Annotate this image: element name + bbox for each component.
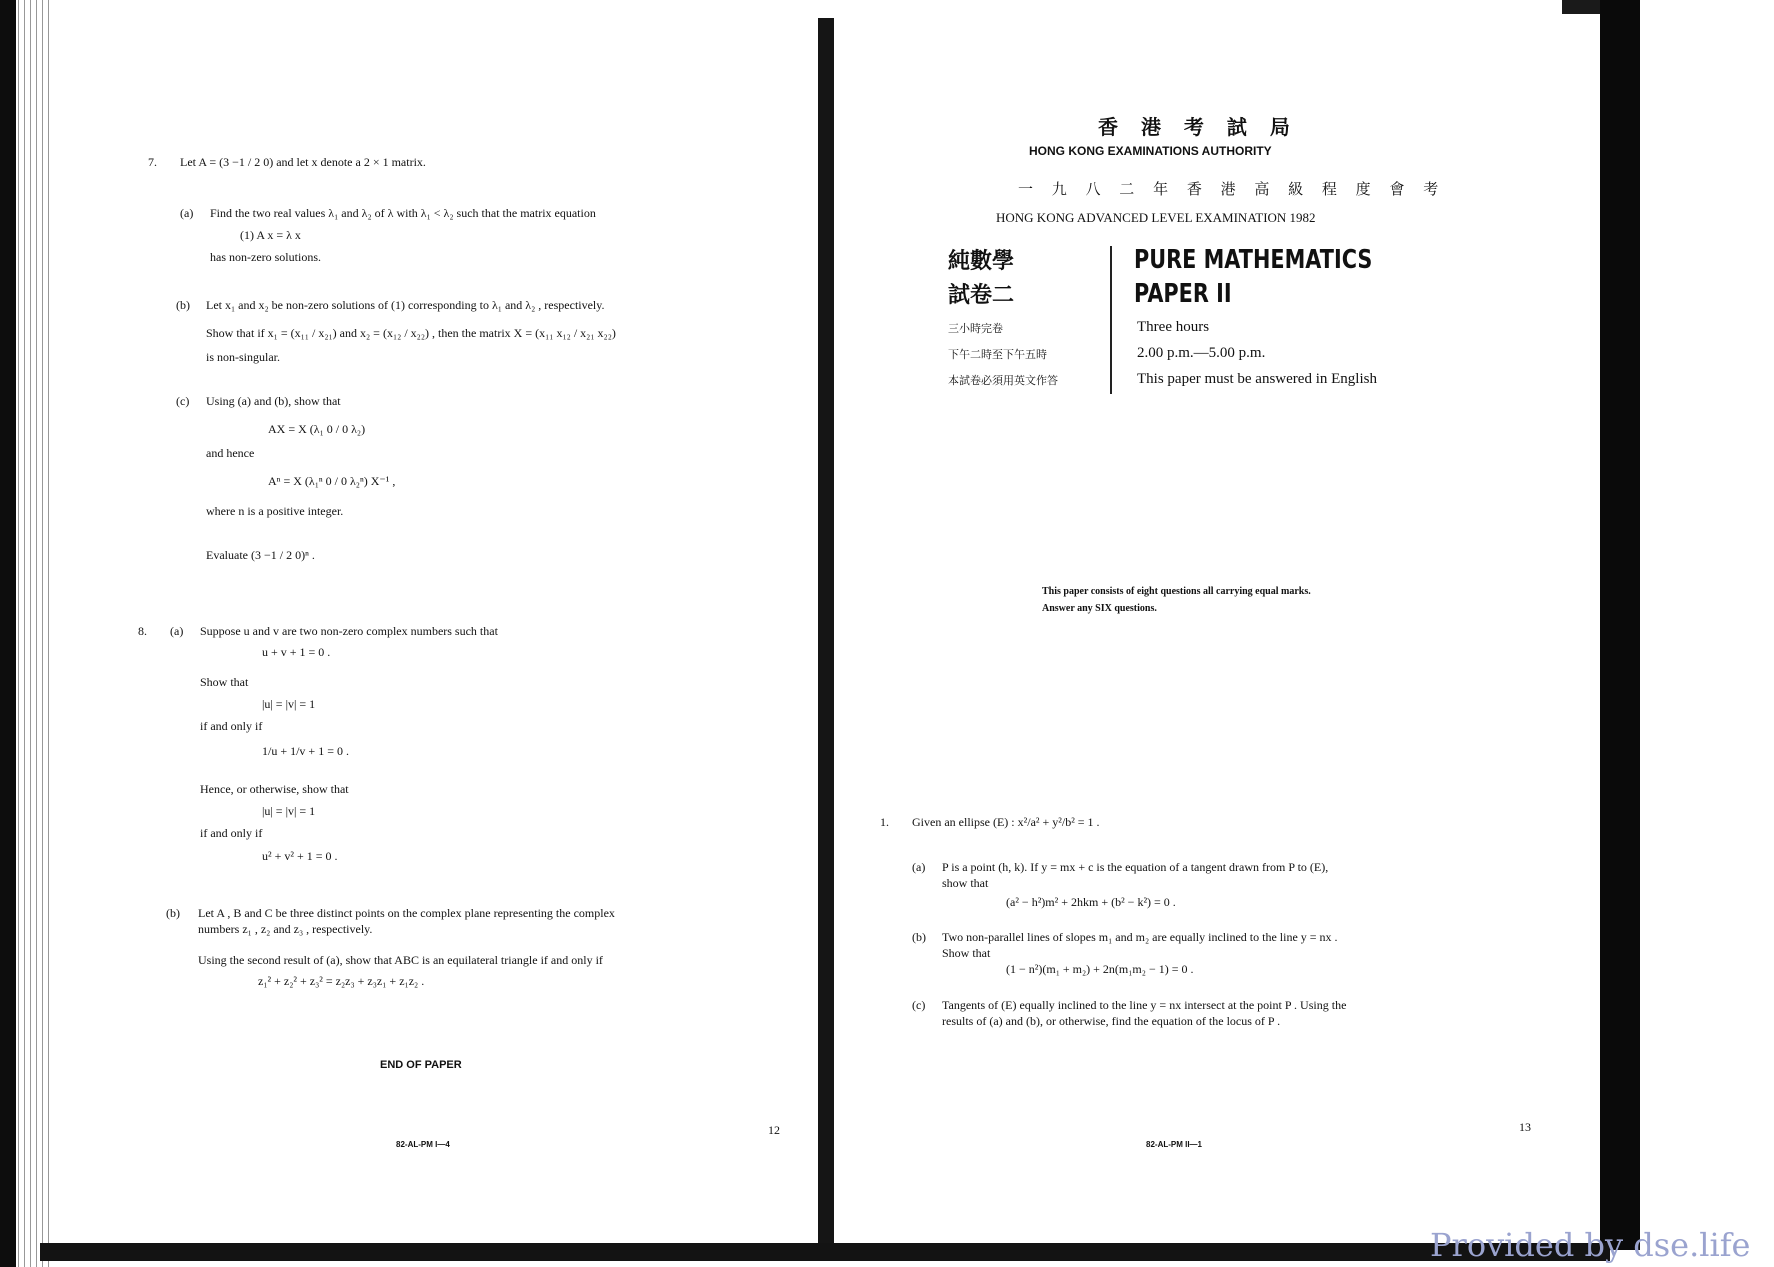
- q7c-where: where n is a positive integer.: [206, 504, 344, 518]
- q1-intro: Given an ellipse (E) : x²/a² + y²/b² = 1 .: [912, 815, 1100, 829]
- q8b-label: (b): [166, 906, 180, 920]
- q1b-equation: (1 − n²)(m₁ + m₂) + 2n(m₁m₂ − 1) = 0 .: [1006, 962, 1194, 976]
- q8a-equation-1: u + v + 1 = 0 .: [262, 645, 331, 659]
- q1c-text-2: results of (a) and (b), or otherwise, find the equation of the locus of P .: [942, 1014, 1281, 1028]
- q8b-text-2: numbers z₁ , z₂ and z₃ , respectively.: [198, 922, 373, 936]
- q8a-equation-4: |u| = |v| = 1: [262, 804, 316, 818]
- q8b-text-1: Let A , B and C be three distinct points on the complex plane representing the complex: [198, 906, 615, 920]
- q8a-show-that: Show that: [200, 675, 249, 689]
- scan-left-margin: [16, 0, 50, 1267]
- time-chinese: 下午二時至下午五時: [948, 348, 1047, 361]
- duration-chinese: 三小時完卷: [948, 322, 1003, 335]
- subject-english: PURE MATHEMATICS: [1134, 245, 1373, 275]
- q1a-text-2: show that: [942, 876, 989, 890]
- instruction-1: This paper consists of eight questions all carrying equal marks.: [1042, 586, 1311, 597]
- watermark: Provided by dse.life: [1430, 1226, 1751, 1264]
- q8a-equation-3: 1/u + 1/v + 1 = 0 .: [262, 744, 349, 758]
- q7b-text: Let x₁ and x₂ be non-zero solutions of (1) corresponding to λ₁ and λ₂ , respectively.: [206, 298, 605, 312]
- q8-number: 8.: [138, 624, 147, 638]
- paper-english: PAPER II: [1134, 279, 1232, 309]
- q8b-text-3: Using the second result of (a), show that ABC is an equilateral triangle if and only if: [198, 953, 603, 967]
- q7b-show: Show that if x₁ = (x₁₁ / x₂₁) and x₂ = (x₁₂ / x₂₂) , then the matrix X = (x₁₁ x₁₂ / x₂₁ x₂₂): [206, 326, 616, 340]
- left-page-number: 12: [768, 1123, 780, 1137]
- subject-chinese: 純數學: [948, 249, 1015, 274]
- book-gutter: [818, 18, 834, 1243]
- q1b-text-2: Show that: [942, 946, 991, 960]
- right-page-code: 82-AL-PM II—1: [1146, 1140, 1203, 1149]
- q7a-equation: (1) A x = λ x: [240, 228, 301, 242]
- q8a-hence: Hence, or otherwise, show that: [200, 782, 349, 796]
- q7c-equation-2: Aⁿ = X (λ₁ⁿ 0 / 0 λ₂ⁿ) X⁻¹ ,: [268, 474, 396, 488]
- q7c-label: (c): [176, 394, 190, 408]
- q1-number: 1.: [880, 815, 889, 829]
- left-page-code: 82-AL-PM I—4: [396, 1140, 450, 1149]
- instruction-2: Answer any SIX questions.: [1042, 603, 1157, 614]
- q8a-iff-2: if and only if: [200, 826, 263, 840]
- q1c-text-1: Tangents of (E) equally inclined to the line y = nx intersect at the point P . Using the: [942, 998, 1347, 1012]
- q7a-tail: has non-zero solutions.: [210, 250, 321, 264]
- q8a-text: Suppose u and v are two non-zero complex numbers such that: [200, 624, 498, 638]
- q7b-label: (b): [176, 298, 190, 312]
- scan-right-edge: [1600, 0, 1640, 1250]
- q8a-label: (a): [170, 624, 184, 638]
- q1a-text-1: P is a point (h, k). If y = mx + c is the equation of a tangent drawn from P to (E),: [942, 860, 1329, 874]
- exam-name-chinese: 一 九 八 二 年 香 港 高 級 程 度 會 考: [1018, 180, 1446, 198]
- language-english: This paper must be answered in English: [1137, 371, 1377, 387]
- q8a-iff: if and only if: [200, 719, 263, 733]
- q7c-text: Using (a) and (b), show that: [206, 394, 341, 408]
- language-chinese: 本試卷必須用英文作答: [948, 374, 1058, 387]
- exam-name-english: HONG KONG ADVANCED LEVEL EXAMINATION 1982: [996, 210, 1316, 225]
- q1a-equation: (a² − h²)m² + 2hkm + (b² − k²) = 0 .: [1006, 895, 1176, 909]
- authority-name-english: HONG KONG EXAMINATIONS AUTHORITY: [1029, 144, 1272, 158]
- time-english: 2.00 p.m.—5.00 p.m.: [1137, 345, 1266, 361]
- q1a-label: (a): [912, 860, 926, 874]
- q7c-hence: and hence: [206, 446, 255, 460]
- q7b-tail: is non-singular.: [206, 350, 280, 364]
- paper-chinese: 試卷二: [948, 283, 1015, 308]
- q1c-label: (c): [912, 998, 926, 1012]
- q1b-label: (b): [912, 930, 926, 944]
- header-divider: [1110, 246, 1112, 394]
- q8b-equation: z₁² + z₂² + z₃² = z₂z₃ + z₃z₁ + z₁z₂ .: [258, 974, 425, 988]
- q7-intro: Let A = (3 −1 / 2 0) and let x denote a 2 × 1 matrix.: [180, 155, 426, 169]
- end-of-paper: END OF PAPER: [380, 1059, 462, 1071]
- q7c-equation-1: AX = X (λ₁ 0 / 0 λ₂): [268, 422, 366, 436]
- q8a-equation-5: u² + v² + 1 = 0 .: [262, 849, 338, 863]
- q1b-text-1: Two non-parallel lines of slopes m₁ and m₂ are equally inclined to the line y = nx .: [942, 930, 1338, 944]
- scan-bottom-edge: [40, 1243, 1610, 1261]
- authority-name-chinese: 香 港 考 試 局: [1098, 115, 1298, 139]
- scan-left-edge: [0, 0, 16, 1267]
- q7a-text: Find the two real values λ₁ and λ₂ of λ with λ₁ < λ₂ such that the matrix equation: [210, 206, 596, 220]
- duration-english: Three hours: [1137, 319, 1210, 335]
- q7c-evaluate: Evaluate (3 −1 / 2 0)ⁿ .: [206, 548, 315, 562]
- right-page-number: 13: [1519, 1120, 1531, 1134]
- q8a-equation-2: |u| = |v| = 1: [262, 697, 316, 711]
- q7a-label: (a): [180, 206, 194, 220]
- q7-number: 7.: [148, 155, 157, 169]
